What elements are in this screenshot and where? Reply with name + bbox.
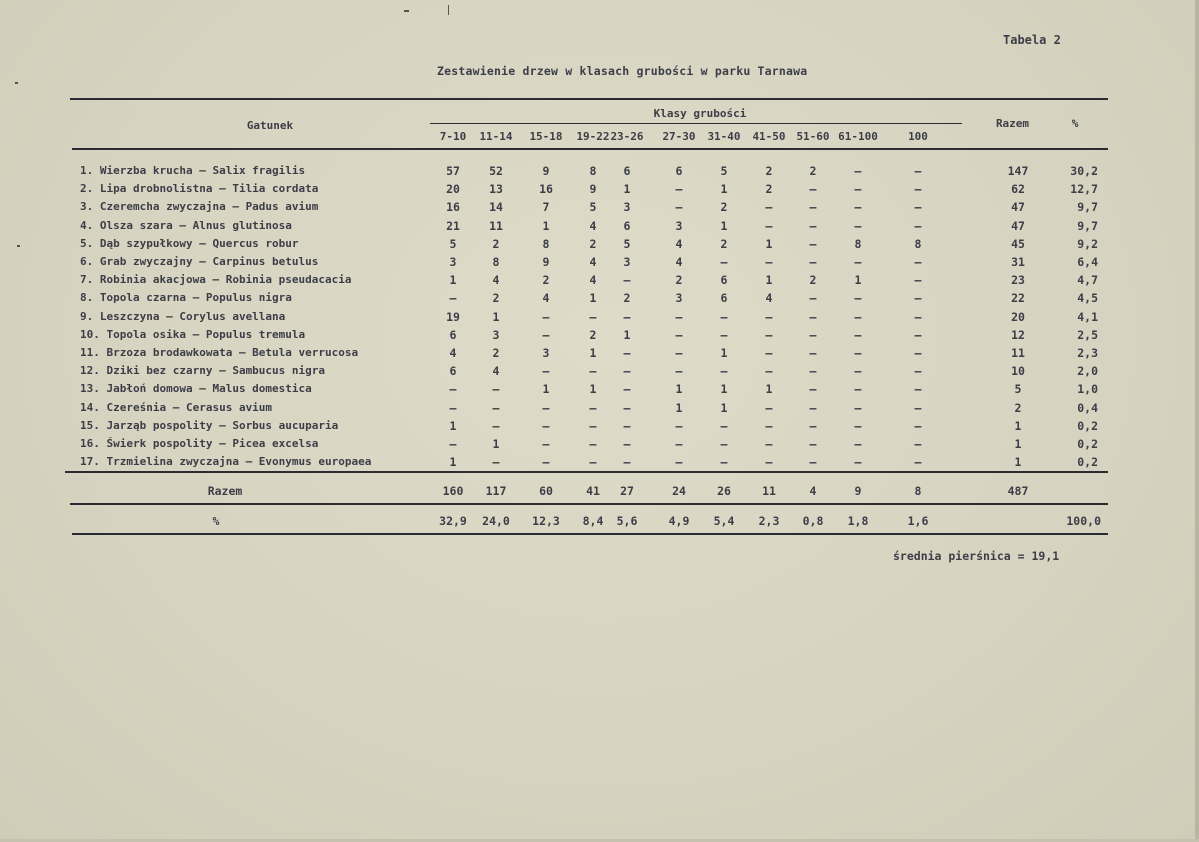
table-cell: 5 <box>449 236 457 251</box>
table-cell: – <box>914 437 922 451</box>
table-cell: – <box>492 400 500 415</box>
pct-cell: 5,4 <box>713 514 735 528</box>
row-percent: 9,2 <box>1077 236 1098 251</box>
table-cell: – <box>675 200 683 215</box>
row-percent: 4,7 <box>1077 273 1098 288</box>
table-cell: – <box>765 327 773 342</box>
row-total: 31 <box>1011 255 1025 269</box>
row-percent: 0,4 <box>1077 400 1098 415</box>
table-cell: – <box>809 382 817 397</box>
table-cell: 1 <box>675 400 683 415</box>
table-cell: – <box>809 182 817 197</box>
table-cell: – <box>492 382 500 397</box>
table-cell: – <box>589 418 597 433</box>
table-cell: – <box>914 309 922 324</box>
table-cell: 2 <box>675 273 683 288</box>
pct-cell: 24,0 <box>482 514 510 528</box>
table-cell: – <box>854 200 862 215</box>
pct-row-label: % <box>212 514 220 528</box>
table-cell: 6 <box>720 291 728 306</box>
page-edge-right <box>1195 0 1199 842</box>
table-cell: 1 <box>720 218 728 233</box>
row-percent: 0,2 <box>1077 437 1098 451</box>
table-cell: – <box>809 437 817 451</box>
table-cell: – <box>809 255 817 269</box>
table-cell: 3 <box>623 200 631 215</box>
table-cell: 8 <box>589 164 597 178</box>
sum-row-label: Razem <box>207 484 243 498</box>
table-cell: 14 <box>489 200 503 215</box>
table-cell: – <box>765 218 773 233</box>
table-cell: – <box>589 455 597 470</box>
species-name: 15. Jarząb pospolity – Sorbus aucuparia <box>80 418 339 432</box>
table-cell: – <box>542 309 550 324</box>
table-cell: – <box>492 418 500 433</box>
table-cell: – <box>765 418 773 433</box>
table-cell: – <box>449 437 457 451</box>
table-cell: – <box>914 273 922 288</box>
pct-cell: 32,9 <box>439 514 467 528</box>
sum-cell: 117 <box>485 484 507 498</box>
table-cell: – <box>854 164 862 178</box>
table-cell: 3 <box>675 218 683 233</box>
pct-cell: 12,3 <box>532 514 560 528</box>
table-cell: 1 <box>492 309 500 324</box>
table-cell: 5 <box>720 164 728 178</box>
table-cell: 4 <box>675 255 683 269</box>
row-percent: 2,5 <box>1077 327 1098 342</box>
table-cell: 4 <box>449 346 457 360</box>
class-header: 61-100 <box>838 130 878 143</box>
table-cell: – <box>854 418 862 433</box>
pct-cell: 1,6 <box>907 514 929 528</box>
species-name: 8. Topola czarna – Populus nigra <box>80 291 292 305</box>
table-cell: – <box>720 327 728 342</box>
sum-cell: 60 <box>539 484 553 498</box>
species-name: 11. Brzoza brodawkowata – Betula verrucosa <box>80 346 359 359</box>
table-cell: 21 <box>446 218 460 233</box>
table-cell: 6 <box>623 218 631 233</box>
sum-total: 487 <box>1007 484 1029 498</box>
table-cell: – <box>854 346 862 360</box>
row-total: 45 <box>1011 236 1025 251</box>
table-cell: 8 <box>914 236 922 251</box>
row-percent: 0,2 <box>1077 418 1098 433</box>
table-cell: – <box>854 218 862 233</box>
table-cell: – <box>914 327 922 342</box>
species-name: 16. Świerk pospolity – Picea excelsa <box>80 437 319 450</box>
table-cell: 8 <box>854 236 862 251</box>
table-cell: – <box>589 437 597 451</box>
table-cell: – <box>449 382 457 397</box>
row-percent: 6,4 <box>1077 255 1098 269</box>
table-cell: 8 <box>492 255 500 269</box>
table-cell: – <box>854 455 862 470</box>
table-cell: 4 <box>675 236 683 251</box>
table-cell: – <box>809 291 817 306</box>
class-header: 100 <box>908 130 928 143</box>
species-name: 7. Robinia akacjowa – Robinia pseudacacia <box>80 273 352 287</box>
table-cell: 3 <box>623 255 631 269</box>
row-total: 11 <box>1011 346 1025 360</box>
species-name: 6. Grab zwyczajny – Carpinus betulus <box>80 255 319 268</box>
table-cell: 9 <box>589 182 597 197</box>
species-name: 10. Topola osika – Populus tremula <box>80 327 306 341</box>
table-cell: – <box>914 418 922 433</box>
table-cell: – <box>854 327 862 342</box>
table-cell: 3 <box>675 291 683 306</box>
sum-cell: 27 <box>620 484 634 498</box>
row-total: 2 <box>1014 400 1022 415</box>
table-cell: 3 <box>449 255 457 269</box>
table-cell: 6 <box>449 364 457 379</box>
table-cell: 2 <box>589 327 597 342</box>
table-cell: – <box>675 418 683 433</box>
table-cell: 6 <box>720 273 728 288</box>
table-cell: 2 <box>623 291 631 306</box>
table-cell: 1 <box>542 382 550 397</box>
row-percent: 1,0 <box>1077 382 1098 397</box>
table-cell: 2 <box>765 182 773 197</box>
table-cell: 3 <box>492 327 500 342</box>
table-cell: – <box>914 346 922 360</box>
table-number: Tabela 2 <box>1003 33 1061 47</box>
pct-total: 100,0 <box>1066 514 1101 528</box>
pct-cell: 8,4 <box>582 514 604 528</box>
side-mark-left-2 <box>17 245 20 247</box>
table-cell: 1 <box>449 455 457 470</box>
class-header: 7-10 <box>439 130 467 143</box>
table-cell: – <box>765 455 773 470</box>
table-cell: – <box>589 400 597 415</box>
pct-cell: 5,6 <box>616 514 638 528</box>
table-cell: – <box>854 255 862 269</box>
table-cell: 16 <box>539 182 553 197</box>
table-cell: – <box>854 400 862 415</box>
table-cell: – <box>854 291 862 306</box>
row-percent: 0,2 <box>1077 455 1098 470</box>
table-cell: 1 <box>589 346 597 360</box>
table-cell: – <box>449 291 457 306</box>
table-cell: – <box>809 455 817 470</box>
table-cell: 4 <box>542 291 550 306</box>
table-cell: 1 <box>542 218 550 233</box>
class-header: 31-40 <box>707 130 741 143</box>
table-cell: 1 <box>675 382 683 397</box>
table-cell: 20 <box>446 182 460 197</box>
row-total: 1 <box>1014 418 1022 433</box>
table-cell: 1 <box>623 182 631 197</box>
table-cell: – <box>854 182 862 197</box>
table-cell: – <box>675 364 683 379</box>
header-species: Gatunek <box>246 119 294 132</box>
pct-cell: 0,8 <box>802 514 824 528</box>
row-percent: 30,2 <box>1070 164 1098 178</box>
table-cell: – <box>623 309 631 324</box>
table-cell: – <box>675 327 683 342</box>
header-total: Razem <box>995 117 1030 130</box>
table-cell: – <box>720 418 728 433</box>
table-cell: – <box>914 200 922 215</box>
table-cell: 2 <box>765 164 773 178</box>
table-cell: 1 <box>589 291 597 306</box>
table-cell: 8 <box>542 236 550 251</box>
table-cell: – <box>542 455 550 470</box>
punch-mark-top <box>404 10 409 12</box>
rule-body-bottom <box>65 471 1108 473</box>
class-header: 19-22 <box>576 130 610 143</box>
table-cell: 9 <box>542 164 550 178</box>
table-cell: 1 <box>720 346 728 360</box>
sum-cell: 9 <box>854 484 862 498</box>
species-name: 4. Olsza szara – Alnus glutinosa <box>80 218 292 232</box>
table-cell: – <box>675 437 683 451</box>
table-cell: 4 <box>492 364 500 379</box>
table-cell: – <box>623 400 631 415</box>
row-total: 1 <box>1014 455 1022 470</box>
rule-sum-bottom <box>70 503 1108 505</box>
table-cell: 2 <box>492 236 500 251</box>
sum-cell: 160 <box>442 484 464 498</box>
table-cell: – <box>854 309 862 324</box>
table-cell: 5 <box>589 200 597 215</box>
table-cell: 6 <box>675 164 683 178</box>
table-cell: – <box>623 418 631 433</box>
table-cell: 5 <box>623 236 631 251</box>
table-cell: 1 <box>720 400 728 415</box>
species-name: 13. Jabłoń domowa – Malus domestica <box>80 382 312 396</box>
table-cell: 16 <box>446 200 460 215</box>
row-total: 23 <box>1011 273 1025 288</box>
table-cell: 4 <box>589 218 597 233</box>
class-header: 51-60 <box>796 130 830 143</box>
table-cell: – <box>809 418 817 433</box>
table-cell: – <box>449 400 457 415</box>
row-total: 22 <box>1011 291 1025 306</box>
table-cell: – <box>765 364 773 379</box>
table-cell: 4 <box>589 255 597 269</box>
table-cell: – <box>809 200 817 215</box>
table-cell: 1 <box>720 382 728 397</box>
table-cell: 2 <box>720 236 728 251</box>
table-cell: – <box>542 327 550 342</box>
table-cell: – <box>914 455 922 470</box>
table-cell: – <box>720 437 728 451</box>
species-name: 5. Dąb szypułkowy – Quercus robur <box>80 236 299 250</box>
row-percent: 12,7 <box>1070 182 1098 197</box>
row-total: 12 <box>1011 327 1025 342</box>
table-cell: – <box>809 236 817 251</box>
table-cell: 1 <box>854 273 862 288</box>
table-cell: 6 <box>623 164 631 178</box>
row-percent: 4,5 <box>1077 291 1098 306</box>
table-cell: 3 <box>542 346 550 360</box>
rule-table-bottom <box>72 533 1108 535</box>
side-mark-left <box>15 82 18 84</box>
table-cell: 4 <box>589 273 597 288</box>
row-percent: 2,0 <box>1077 364 1098 379</box>
sum-cell: 26 <box>717 484 731 498</box>
species-name: 12. Dziki bez czarny – Sambucus nigra <box>80 364 326 378</box>
table-cell: – <box>914 218 922 233</box>
table-cell: 1 <box>765 273 773 288</box>
table-cell: – <box>675 182 683 197</box>
table-cell: 6 <box>449 327 457 342</box>
table-cell: – <box>542 418 550 433</box>
table-cell: – <box>914 400 922 415</box>
table-cell: – <box>720 364 728 379</box>
table-cell: – <box>492 455 500 470</box>
table-cell: 2 <box>809 273 817 288</box>
table-cell: – <box>720 255 728 269</box>
sum-cell: 4 <box>809 484 817 498</box>
table-cell: 2 <box>589 236 597 251</box>
table-cell: 2 <box>542 273 550 288</box>
class-header: 23-26 <box>610 130 644 143</box>
table-cell: – <box>914 182 922 197</box>
table-cell: – <box>623 382 631 397</box>
table-cell: – <box>765 400 773 415</box>
table-cell: – <box>720 455 728 470</box>
table-cell: – <box>914 382 922 397</box>
pct-cell: 4,9 <box>668 514 690 528</box>
table-cell: 57 <box>446 164 460 178</box>
table-cell: – <box>914 364 922 379</box>
table-cell: – <box>809 364 817 379</box>
table-cell: – <box>914 164 922 178</box>
row-total: 10 <box>1011 364 1025 379</box>
table-cell: – <box>589 364 597 379</box>
table-cell: – <box>589 309 597 324</box>
table-cell: 1 <box>589 382 597 397</box>
table-cell: – <box>765 255 773 269</box>
table-cell: – <box>542 437 550 451</box>
sum-cell: 24 <box>672 484 686 498</box>
sum-cell: 41 <box>586 484 600 498</box>
table-cell: 4 <box>492 273 500 288</box>
row-total: 1 <box>1014 437 1022 451</box>
class-header: 11-14 <box>479 130 513 143</box>
page-title: Zestawienie drzew w klasach grubości w parku Tarnawa <box>437 64 808 78</box>
table-cell: – <box>623 346 631 360</box>
table-cell: – <box>675 346 683 360</box>
sum-cell: 11 <box>762 484 776 498</box>
table-cell: – <box>765 346 773 360</box>
table-cell: 2 <box>809 164 817 178</box>
table-cell: – <box>914 291 922 306</box>
table-cell: – <box>623 273 631 288</box>
pct-cell: 1,8 <box>847 514 869 528</box>
table-cell: – <box>623 455 631 470</box>
species-name: 9. Leszczyna – Corylus avellana <box>80 309 286 323</box>
row-total: 20 <box>1011 309 1025 324</box>
table-cell: 11 <box>489 218 503 233</box>
table-cell: 1 <box>492 437 500 451</box>
pct-cell: 2,3 <box>758 514 780 528</box>
table-cell: – <box>809 346 817 360</box>
row-percent: 9,7 <box>1077 218 1098 233</box>
table-cell: – <box>765 309 773 324</box>
row-total: 47 <box>1011 200 1025 215</box>
rule-classes <box>430 123 962 124</box>
table-cell: 1 <box>720 182 728 197</box>
species-name: 14. Czereśnia – Cerasus avium <box>80 400 273 414</box>
table-cell: – <box>765 200 773 215</box>
class-header: 41-50 <box>752 130 786 143</box>
row-total: 47 <box>1011 218 1025 233</box>
table-cell: 19 <box>446 309 460 324</box>
rule-header-bottom <box>72 148 1108 150</box>
table-cell: 2 <box>492 346 500 360</box>
table-cell: – <box>675 309 683 324</box>
table-cell: 2 <box>720 200 728 215</box>
table-cell: 1 <box>623 327 631 342</box>
rule-top <box>70 98 1108 100</box>
table-cell: 13 <box>489 182 503 197</box>
header-classes: Klasy grubości <box>653 107 747 120</box>
row-percent: 9,7 <box>1077 200 1098 215</box>
table-cell: – <box>623 364 631 379</box>
row-percent: 4,1 <box>1077 309 1098 324</box>
table-cell: – <box>675 455 683 470</box>
table-cell: – <box>809 400 817 415</box>
row-total: 147 <box>1007 164 1029 178</box>
row-total: 62 <box>1011 182 1025 197</box>
row-total: 5 <box>1014 382 1022 397</box>
punch-mark-top-2 <box>448 5 449 15</box>
table-cell: 1 <box>765 382 773 397</box>
table-cell: – <box>720 309 728 324</box>
class-header: 15-18 <box>529 130 563 143</box>
species-name: 3. Czeremcha zwyczajna – Padus avium <box>80 200 319 214</box>
species-name: 17. Trzmielina zwyczajna – Evonymus europaea <box>80 455 372 469</box>
sum-cell: 8 <box>914 484 922 498</box>
table-cell: – <box>809 327 817 342</box>
table-cell: 1 <box>449 273 457 288</box>
header-percent: % <box>1071 117 1079 130</box>
table-cell: – <box>542 400 550 415</box>
table-cell: – <box>765 437 773 451</box>
table-cell: – <box>623 437 631 451</box>
table-cell: 52 <box>489 164 503 178</box>
table-cell: – <box>809 218 817 233</box>
table-cell: – <box>854 382 862 397</box>
species-name: 2. Lipa drobnolistna – Tilia cordata <box>80 182 319 196</box>
table-cell: – <box>914 255 922 269</box>
table-cell: 1 <box>765 236 773 251</box>
average-note: średnia pierśnica = 19,1 <box>893 549 1060 563</box>
table-cell: 7 <box>542 200 550 215</box>
class-header: 27-30 <box>662 130 696 143</box>
table-cell: – <box>809 309 817 324</box>
table-cell: 4 <box>765 291 773 306</box>
row-percent: 2,3 <box>1077 346 1098 360</box>
table-cell: 1 <box>449 418 457 433</box>
table-cell: 2 <box>492 291 500 306</box>
table-cell: – <box>854 437 862 451</box>
species-name: 1. Wierzba krucha – Salix fragilis <box>80 164 306 177</box>
table-cell: 9 <box>542 255 550 269</box>
table-cell: – <box>542 364 550 379</box>
table-cell: – <box>854 364 862 379</box>
